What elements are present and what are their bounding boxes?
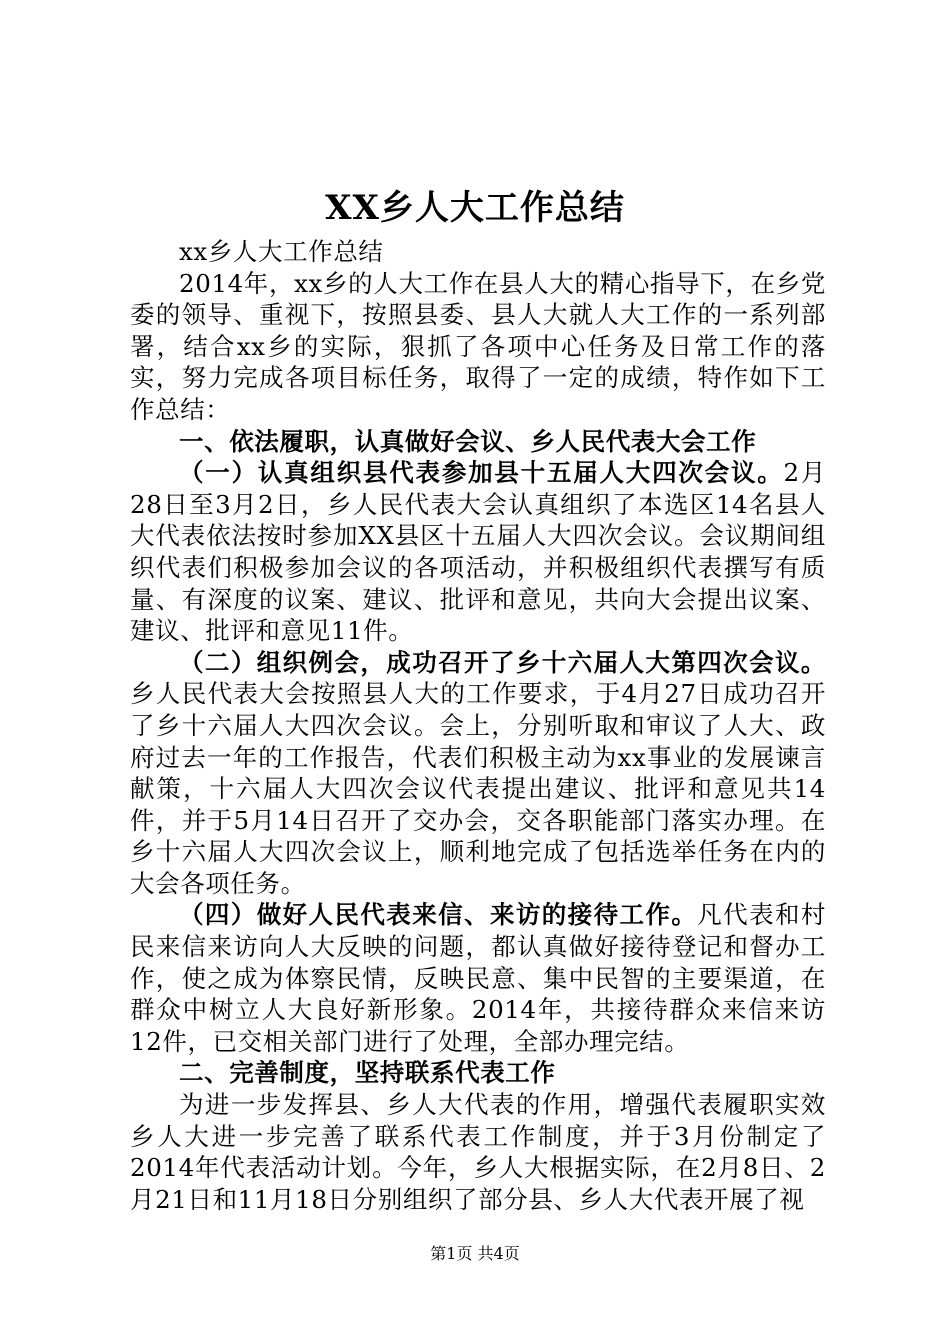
section-1-heading: 一、依法履职，认真做好会议、乡人民代表大会工作 [179,426,757,456]
item-4-lead: （四）做好人民代表来信、来访的接待工作。 [179,900,698,930]
section-2-paragraph: 为进一步发挥县、乡人大代表的作用，增强代表履职实效乡人大进一步完善了联系代表工作制度，并于3月份制定了2014年代表活动计划。今年，乡人大根据实际，在2月8日、2月21日和11月18日分别组织了部分县、乡人大代表开展了视 [130,1090,826,1214]
section-1-item-4 [130,899,826,1057]
document-subtitle: xx乡人大工作总结 [179,237,384,266]
item-2-text: 乡人民代表大会按照县人大的工作要求，于4月27日成功召开了乡十六届人大四次会议。会上，分别听取和审议了人大、政府过去一年的工作报告，代表们积极主动为xx事业的发展谏言献策，十六届人大四次会议代表提出建议、批评和意见共14件，并于5月14日召开了交办会，交各职能部门落实办理。在乡十六届人大四次会议上，顺利地完成了包括选举任务在内的大会各项任务。 [130,679,826,898]
document-title: XX乡人大工作总结 [325,188,625,228]
intro-paragraph: 2014年，xx乡的人大工作在县人大的精心指导下，在乡党委的领导、重视下，按照县委、县人大就人大工作的一系列部署，结合xx乡的实际，狠抓了各项中心任务及日常工作的落实，努力完成各项目标任务，取得了一定的成绩，特作如下工作总结： [130,268,826,424]
document-body [130,236,826,1215]
item-1-lead: （一）认真组织县代表参加县十五届人大四次会议。 [179,458,784,488]
page-footer: 第1页 共4页 [430,1244,520,1263]
section-1-item-2 [130,647,826,900]
item-1-text: 2月28日至3月2日，乡人民代表大会认真组织了本选区14名县人大代表依法按时参加XX县区十五届人大四次会议。会议期间组织代表们积极参加会议的各项活动，并积极组织代表撰写有质量、有深度的议案、建议、批评和意见，共向大会提出议案、建议、批评和意见11件。 [130,458,826,646]
section-1-item-1 [130,457,826,647]
item-4-text: 凡代表和村民来信来访向人大反映的问题，都认真做好接待登记和督办工作，使之成为体察民情，反映民意、集中民智的主要渠道，在群众中树立人大良好新形象。2014年，共接待群众来信来访12件，已交相关部门进行了处理，全部办理完结。 [130,900,826,1056]
item-2-lead: （二）组织例会，成功召开了乡十六届人大第四次会议。 [179,647,826,677]
section-2-heading: 二、完善制度，坚持联系代表工作 [179,1058,556,1088]
